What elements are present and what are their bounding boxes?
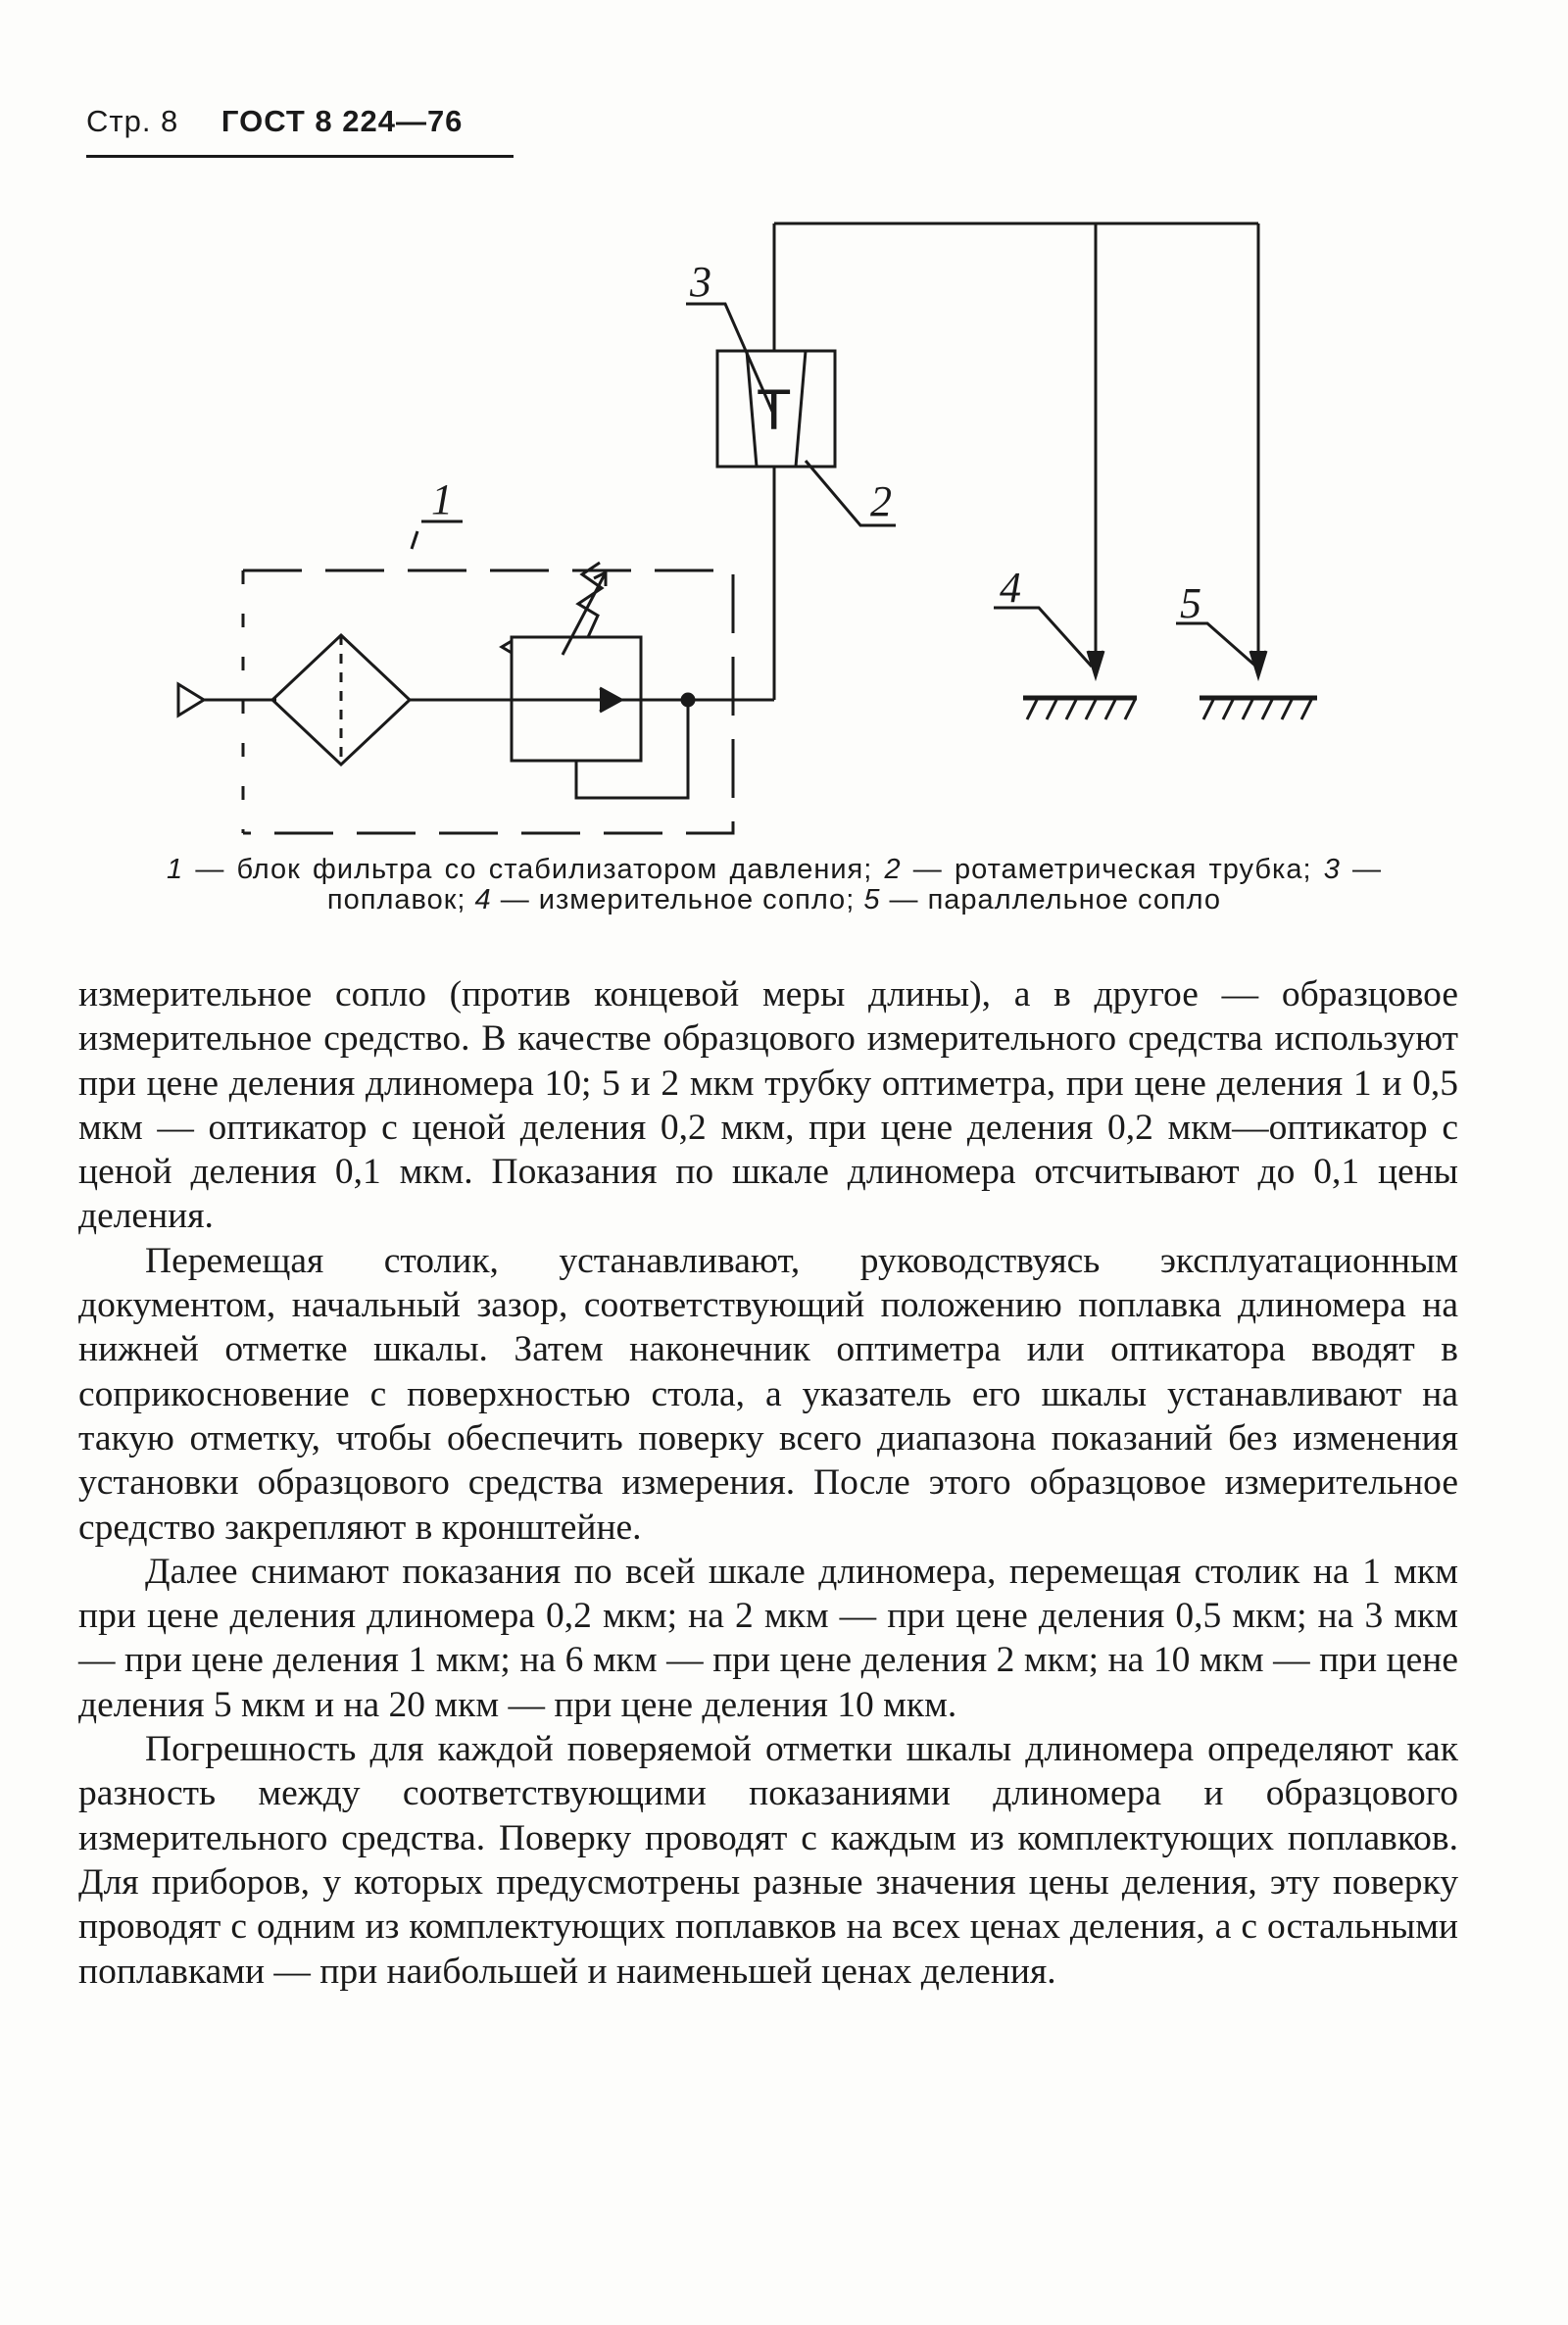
leader-5 [1176,623,1256,667]
label-1: 1 [431,475,453,523]
label-3: 3 [690,258,711,306]
caption-item: 4 — измерительное сопло; [474,884,864,915]
label-4: 4 [1000,564,1021,612]
page-number: Стр. 8 [86,104,179,138]
label-2: 2 [870,477,892,525]
main-text [78,972,1458,1994]
paragraph: Далее снимают показания по всей шкале длиномера, перемещая столик на 1 мкм при цене деления длиномера 0,2 мкм; на 2 мкм — при цене деления 0,5 мкм; на 3 мкм — при цене деления 1 мкм; на 6 мкм — при цене деления 2 мкм; на 10 мкм — при цене деления 5 мкм и на 20 мкм — при цене деления 10 мкм. [78,1551,1458,1725]
label-5: 5 [1180,579,1201,627]
leader-4 [994,608,1092,667]
caption-item: 3 — поплавок; [326,854,1383,915]
paragraph: Перемещая столик, устанавливают, руководствуясь эксплуатационным документом, начальный зазор, соответствующий положению поплавка длиномера на нижней отметке шкалы. Затем наконечник оптиметра или оптикатора вводят в соприкосновение с поверхностью стола, а указатель его шкалы устанавливают на такую отметку, чтобы обеспечить поверку всего диапазона показаний без изменения установки образцового средства измерения. После этого образцовое измерительное средство закрепляют в кронштейне. [78,1240,1458,1548]
paragraph: Погрешность для каждой поверяемой отметки шкалы длиномера определяют как разность между соответствующими показаниями длиномера и образцового измерительного средства. Поверку проводят с каждым из комплектующих поплавков. Для приборов, у которых предусмотрены разные значения цены деления, эту поверку проводят с одним из комплектующих поплавков на всех ценах деления, а с остальными поплавками — при наибольшей и наименьшей ценах деления. [78,1729,1458,1992]
standard-number: ГОСТ 8 224—76 [220,104,464,138]
float-symbol: Т [757,378,792,442]
figure-caption [167,855,1382,915]
inlet-symbol [178,684,204,716]
caption-item: 5 — параллельное сопло [863,884,1222,915]
pneumatic-schematic [0,0,1568,863]
caption-item: 1 — блок фильтра со стабилизатором давления; [167,854,885,885]
filter-stabilizer-block-outline [243,570,733,833]
paragraph: измерительное сопло (против концевой меры длины), а в другое — образцовое измерительное средство. В качестве образцового измерительного средства используют при цене деления длиномера 10; 5 и 2 мкм трубку оптиметра, при цене деления 1 и 0,5 мкм — оптикатор с ценой деления 0,2 мкм, при цене деления 0,2 мкм—оптикатор с ценой деления 0,1 мкм. Показания по шкале длиномера отсчитывают до 0,1 цены деления. [78,974,1458,1237]
caption-item: 2 — ротаметрическая трубка; [884,854,1324,885]
